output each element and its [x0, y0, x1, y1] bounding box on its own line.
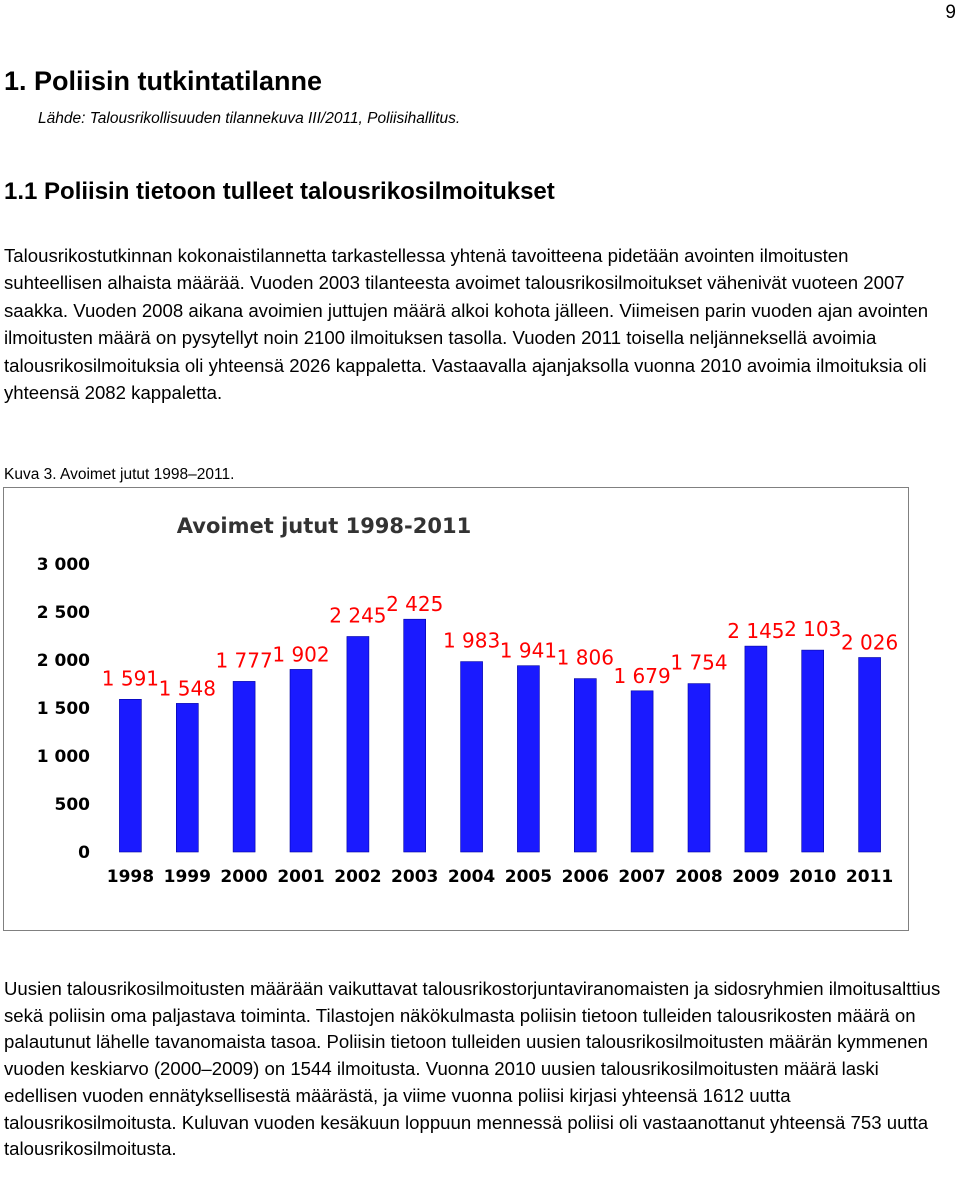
- x-tick-label: 2003: [391, 867, 439, 887]
- closing-paragraph: Uusien talousrikosilmoitusten määrään vaikuttavat talousrikostorjuntaviranomaisten ja sidosryhmien ilmoitusalttius sekä poliisin oma paljastava toiminta. Tilastojen näkökulmasta poliisin tietoon tulleiden talousrikosten määrä on palautunut lähelle tavanomaista tasoa. Poliisin tietoon tulleiden uusien talousrikosilmoitusten määrän kymmenen vuoden keskiarvo (2000–2009) on 1544 ilmoitusta. Vuonna 2010 uusien talousrikosilmoitusten määrä laski edellisen vuoden ennätyksellisestä määrästä, ja viime vuonna poliisi kirjasi yhteensä 1612 uutta talousrikosilmoitusta. Kuluvan vuoden kesäkuun loppuun mennessä poliisi oli vastaanottanut yhteensä 753 uutta talousrikosilmoitusta.: [4, 978, 941, 1160]
- x-tick-label: 2009: [732, 867, 780, 887]
- value-label: 2 145: [727, 619, 785, 644]
- y-tick-label: 1 000: [36, 747, 90, 767]
- value-label: 1 591: [101, 666, 160, 691]
- x-axis: [107, 867, 894, 887]
- page-number: 9: [945, 2, 956, 23]
- value-label: 1 902: [272, 642, 330, 667]
- bar-2005: [517, 666, 539, 852]
- x-tick-label: 2005: [504, 867, 553, 887]
- y-tick-label: 3 000: [36, 555, 90, 575]
- bar-2009: [745, 646, 767, 852]
- figure-caption: Kuva 3. Avoimet jutut 1998–2011.: [4, 466, 235, 483]
- x-tick-label: 2001: [277, 867, 325, 887]
- value-label: 1 806: [556, 645, 614, 670]
- intro-paragraph: Talousrikostutkinnan kokonaistilannetta tarkastellessa yhtenä tavoitteena pidetään avointen ilmoitusten suhteellisen alhaista määrää. Vuoden 2003 tilanteesta avoimet talousrikosilmoitukset vähenivät vuoteen 2007 saakka. Vuoden 2008 aikana avoimien juttujen määrä alkoi kohota jälleen. Viimeisen parin vuoden ajan avointen ilmoitusten määrä on pysytellyt noin 2100 ilmoituksen tasolla. Vuoden 2011 toisella neljänneksellä avoimia talousrikosilmoituksia oli yhteensä 2026 kappaletta. Vastaavalla ajanjaksolla vuonna 2010 avoimia ilmoituksia oli yhteensä 2082 kappaletta.: [4, 245, 929, 404]
- y-tick-label: 2 500: [36, 603, 90, 623]
- x-tick-label: 2010: [789, 867, 837, 887]
- chart-canvas: [4, 488, 908, 930]
- bar-2002: [347, 637, 369, 853]
- x-tick-label: 2008: [675, 867, 723, 887]
- value-label: 2 026: [840, 630, 899, 655]
- subsection-heading: 1.1 Poliisin tietoon tulleet talousrikosilmoitukset: [4, 178, 555, 205]
- value-label: 2 103: [784, 617, 842, 642]
- bar-1999: [176, 703, 198, 852]
- bar-2011: [859, 658, 881, 853]
- bar-chart: [3, 487, 909, 931]
- y-axis: [37, 555, 90, 863]
- x-tick-label: 2007: [618, 867, 666, 887]
- bar-2007: [631, 691, 653, 852]
- y-tick-label: 500: [54, 795, 90, 815]
- value-label: 2 425: [386, 592, 444, 617]
- x-tick-label: 2004: [447, 867, 496, 887]
- x-tick-label: 1998: [106, 867, 155, 887]
- bar-2006: [574, 679, 596, 852]
- value-label: 1 777: [215, 648, 273, 673]
- value-label: 1 754: [670, 650, 728, 675]
- x-tick-label: 1999: [163, 867, 211, 887]
- source-note: Lähde: Talousrikollisuuden tilannekuva III/2011, Poliisihallitus.: [38, 110, 461, 127]
- bar-1998: [119, 699, 141, 852]
- y-tick-label: 0: [78, 843, 90, 863]
- value-label: 1 983: [442, 628, 501, 653]
- y-tick-label: 1 500: [36, 699, 90, 719]
- section-heading: 1. Poliisin tutkintatilanne: [4, 66, 323, 96]
- value-label: 1 941: [499, 638, 558, 663]
- bar-2008: [688, 684, 710, 852]
- bar-2000: [233, 681, 255, 852]
- x-tick-label: 2011: [845, 867, 894, 887]
- value-label: 1 679: [613, 663, 671, 688]
- value-label: 2 245: [329, 603, 387, 628]
- x-tick-label: 2002: [334, 867, 382, 887]
- x-tick-label: 2006: [561, 867, 609, 887]
- bar-2010: [802, 650, 824, 852]
- bar-2003: [404, 619, 426, 852]
- y-tick-label: 2 000: [36, 651, 90, 671]
- bar-2004: [461, 662, 483, 852]
- value-label: 1 548: [158, 676, 216, 701]
- value-labels: [102, 592, 898, 700]
- x-tick-label: 2000: [220, 867, 268, 887]
- bar-2001: [290, 669, 312, 852]
- chart-title: Avoimet jutut 1998-2011: [176, 514, 472, 538]
